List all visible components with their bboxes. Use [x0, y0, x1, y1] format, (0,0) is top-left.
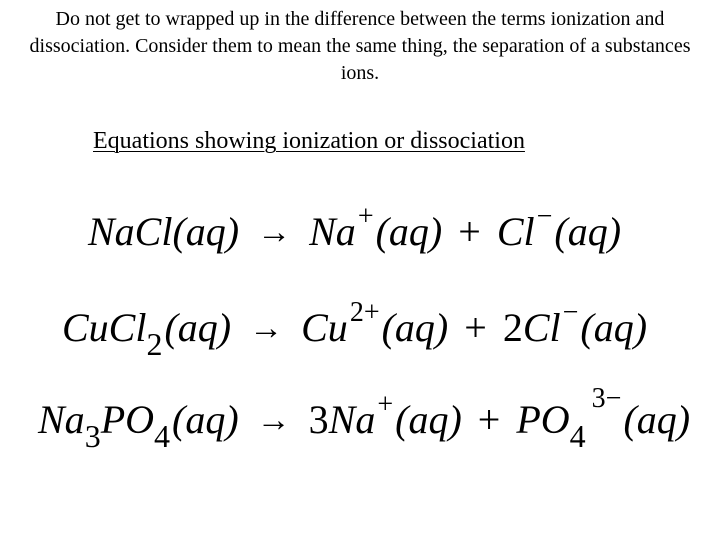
state-label: (aq): [172, 397, 239, 442]
state-label: (aq): [623, 397, 691, 442]
plus-sign: +: [477, 397, 501, 442]
state-label: (aq): [164, 305, 232, 350]
intro-paragraph: Do not get to wrapped up in the difference between the terms ionization and dissociation. Consider them to mean the same thing, the separation of a substances ions.: [29, 8, 691, 84]
coefficient: 3: [308, 397, 329, 442]
ion-charge: 2+: [349, 297, 380, 328]
product-formula: Cu: [301, 305, 348, 350]
ion-charge: +: [377, 389, 394, 420]
state-label: (aq): [580, 305, 648, 350]
state-label: (aq): [554, 209, 622, 254]
reactant-formula: CuCl: [62, 305, 147, 350]
product-formula: Cl: [522, 305, 561, 350]
equation-na3po4: [38, 383, 691, 454]
ion-charge: −: [536, 201, 553, 232]
formula-subscript: 2: [146, 326, 163, 362]
reactant-formula: NaCl: [88, 209, 173, 254]
state-label: (aq): [381, 305, 449, 350]
formula-subscript: 3: [84, 418, 101, 454]
section-heading: Equations showing ionization or dissociation: [93, 128, 525, 154]
product-formula: Cl: [496, 209, 535, 254]
product-formula: Na: [309, 209, 356, 254]
state-label: (aq): [172, 209, 240, 254]
product-formula: Na: [328, 397, 376, 442]
reactant-formula: Na: [38, 397, 85, 442]
ion-charge: +: [357, 201, 374, 232]
ion-charge: 3−: [591, 383, 622, 414]
reaction-arrow: →: [249, 310, 284, 347]
product-formula: PO: [516, 397, 570, 442]
formula-subscript: 4: [569, 418, 586, 454]
equation-nacl: [88, 201, 622, 261]
plus-sign: +: [458, 209, 481, 254]
reaction-arrow: →: [256, 402, 291, 439]
ion-charge: −: [562, 297, 579, 328]
reaction-arrow: →: [257, 214, 292, 251]
equation-cucl2: [62, 297, 648, 362]
plus-sign: +: [464, 305, 487, 350]
state-label: (aq): [395, 397, 462, 442]
formula-subscript: 4: [154, 418, 171, 454]
reactant-formula: PO: [100, 397, 155, 442]
coefficient: 2: [502, 305, 523, 350]
state-label: (aq): [375, 209, 443, 254]
